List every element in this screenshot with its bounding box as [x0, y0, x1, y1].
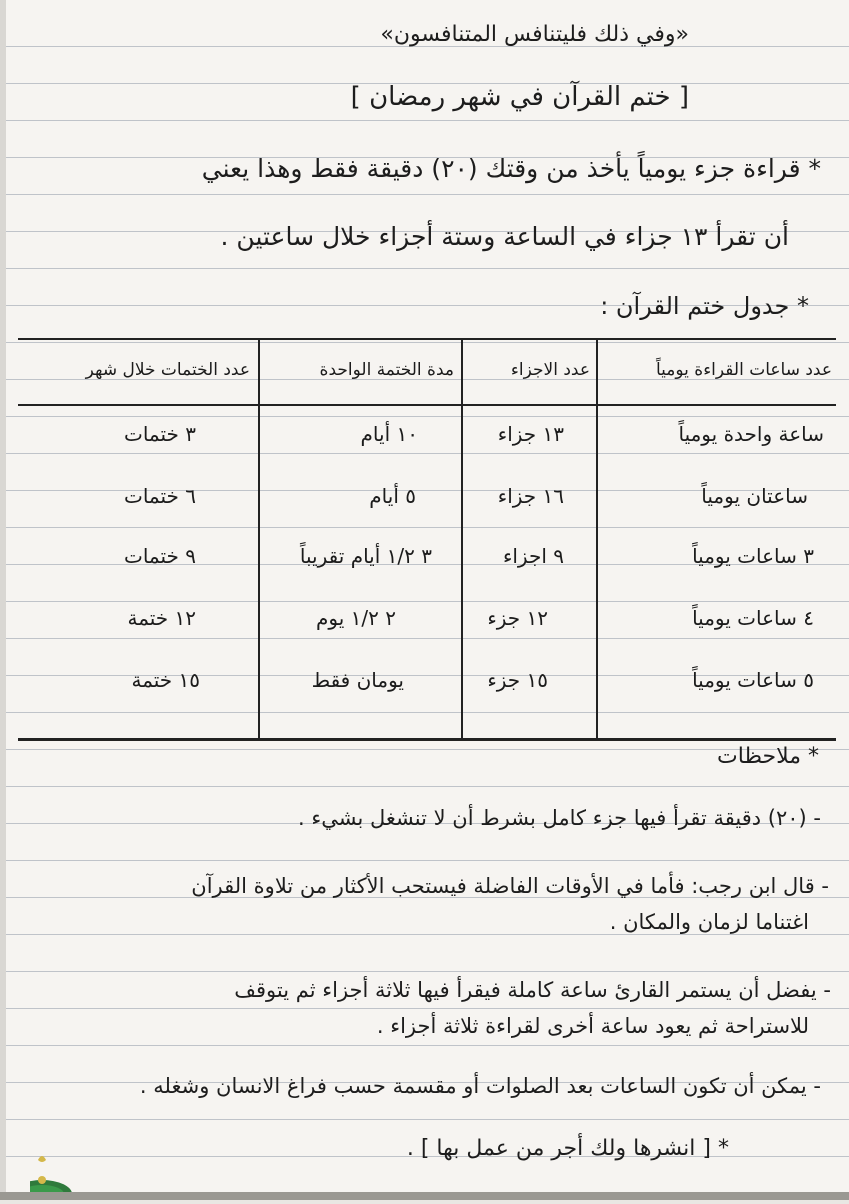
notes-heading: * ملاحظات — [717, 744, 819, 769]
table-header-border — [18, 404, 836, 406]
table-top-border — [18, 338, 836, 340]
row-hours: ٤ ساعات يومياً — [692, 606, 814, 630]
row-duration: ٥ أيام — [369, 484, 416, 508]
table-col-divider-1 — [596, 338, 598, 740]
page-edge — [0, 0, 6, 1200]
khatm-table — [18, 338, 836, 743]
row-count: ٩ ختمات — [124, 544, 196, 568]
row-count: ١٢ ختمة — [127, 606, 196, 630]
row-duration: ١٠ أيام — [360, 422, 418, 446]
footer-text: * [ انشرها ولك أجر من عمل بها ] . — [406, 1136, 729, 1161]
verse-text: «وفي ذلك فليتنافس المتنافسون» — [380, 22, 689, 47]
header-hours: عدد ساعات القراءة يومياً — [655, 360, 832, 380]
intro-line-1: * قراءة جزء يومياً يأخذ من وقتك (٢٠) دقيقة فقط وهذا يعني — [201, 154, 821, 183]
note-item-continued: للاستراحة ثم يعود ساعة أخرى لقراءة ثلاثة أجزاء . — [376, 1014, 809, 1038]
row-parts: ١٢ جزء — [487, 606, 548, 630]
row-count: ٣ ختمات — [124, 422, 196, 446]
row-parts: ١٦ جزاء — [497, 484, 564, 508]
row-parts: ١٣ جزاء — [497, 422, 564, 446]
header-duration: مدة الختمة الواحدة — [319, 360, 454, 380]
page-title: [ ختم القرآن في شهر رمضان ] — [350, 82, 689, 112]
header-count: عدد الختمات خلال شهر — [85, 360, 250, 380]
row-parts: ٩ اجزاء — [502, 544, 564, 568]
row-count: ١٥ ختمة — [131, 668, 200, 692]
note-item: - يمكن أن تكون الساعات بعد الصلوات أو مقسمة حسب فراغ الانسان وشغله . — [139, 1074, 821, 1098]
lantern-icon — [30, 1140, 90, 1200]
row-hours: ٣ ساعات يومياً — [692, 544, 814, 568]
table-bottom-border — [18, 738, 836, 741]
header-parts: عدد الاجزاء — [510, 360, 590, 380]
row-parts: ١٥ جزء — [487, 668, 548, 692]
table-title: * جدول ختم القرآن : — [600, 292, 809, 320]
row-count: ٦ ختمات — [124, 484, 196, 508]
note-item: - (٢٠) دقيقة تقرأ فيها جزء كامل بشرط أن لا تنشغل بشيء . — [298, 806, 821, 830]
page-bottom-edge — [0, 1192, 849, 1200]
row-duration: ٣ ١/٢ أيام تقريباً — [299, 544, 432, 568]
note-item: - يفضل أن يستمر القارئ ساعة كاملة فيقرأ فيها ثلاثة أجزاء ثم يتوقف — [234, 978, 831, 1002]
note-item: - قال ابن رجب: فأما في الأوقات الفاضلة فيستحب الأكثار من تلاوة القرآن — [191, 874, 829, 898]
row-hours: ساعتان يومياً — [701, 484, 808, 508]
table-col-divider-3 — [258, 338, 260, 740]
row-duration: ٢ ١/٢ يوم — [316, 606, 396, 630]
row-duration: يومان فقط — [311, 668, 404, 692]
intro-line-2: أن تقرأ ١٣ جزاء في الساعة وستة أجزاء خلال ساعتين . — [220, 222, 789, 251]
note-item-continued: اغتناما لزمان والمكان . — [609, 910, 809, 934]
row-hours: ساعة واحدة يومياً — [678, 422, 824, 446]
row-hours: ٥ ساعات يومياً — [692, 668, 814, 692]
table-col-divider-2 — [461, 338, 463, 740]
